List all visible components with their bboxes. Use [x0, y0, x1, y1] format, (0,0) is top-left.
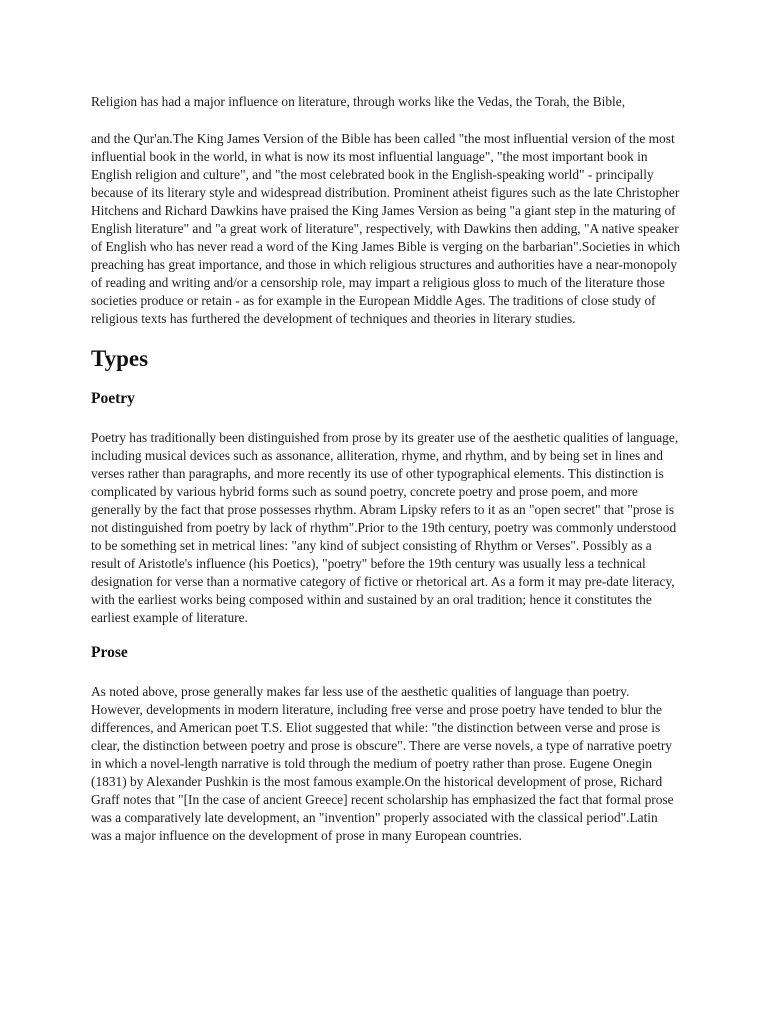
document-page: [91, 93, 681, 862]
subsection-heading-prose: Prose: [91, 644, 128, 661]
intro-paragraph-1: Religion has had a major influence on literature, through works like the Vedas, the Torah, the Bible,: [91, 94, 626, 109]
section-heading-types: Types: [91, 346, 149, 371]
subsection-heading-poetry: Poetry: [91, 390, 135, 407]
prose-paragraph: As noted above, prose generally makes far less use of the aesthetic qualities of language than poetry. However, developments in modern literature, including free verse and prose poetry have tended to blur the differences, and American poet T.S. Eliot suggested that while: "the distinction between verse and prose is clear, the distinction between poetry and prose is obscure". There are verse novels, a type of narrative poetry in which a novel-length narrative is told through the medium of poetry rather than prose. Eugene Onegin (1831) by Alexander Pushkin is the most famous example.On the historical development of prose, Richard Graff notes that "[In the case of ancient Greece] recent scholarship has emphasized the fact that formal prose was a comparatively late development, an "invention" properly associated with the classical period".Latin was a major influence on the development of prose in many European countries.: [91, 684, 674, 843]
poetry-paragraph: Poetry has traditionally been distinguished from prose by its greater use of the aesthetic qualities of language, including musical devices such as assonance, alliteration, rhyme, and rhythm, and by being set in lines and verses rather than paragraphs, and more recently its use of other typographical elements. This distinction is complicated by various hybrid forms such as sound poetry, concrete poetry and prose poem, and more generally by the fact that prose possesses rhythm. Abram Lipsky refers to it as an "open secret" that "prose is not distinguished from poetry by lack of rhythm".Prior to the 19th century, poetry was commonly understood to be something set in metrical lines: "any kind of subject consisting of Rhythm or Verses". Possibly as a result of Aristotle's influence (his Poetics), "poetry" before the 19th century was usually less a technical designation for verse than a normative category of fictive or rhetorical art. As a form it may pre-date literacy, with the earliest works being composed within and sustained by an oral tradition; hence it constitutes the earliest example of literature.: [91, 430, 679, 625]
intro-paragraph-2: and the Qur'an.The King James Version of the Bible has been called "the most influential version of the most influential book in the world, in what is now its most influential language", "the most important book in English religion and culture", and "the most celebrated book in the English-speaking world" - principally because of its literary style and widespread distribution. Prominent atheist figures such as the late Christopher Hitchens and Richard Dawkins have praised the King James Version as being "a giant step in the maturing of English literature" and "a great work of literature", respectively, with Dawkins then adding, "A native speaker of English who has never read a word of the King James Bible is verging on the barbarian".Societies in which preaching has great importance, and those in which religious structures and authorities have a near-monopoly of reading and writing and/or a censorship role, may impart a religious gloss to much of the literature those societies produce or retain - as for example in the European Middle Ages. The traditions of close study of religious texts has furthered the development of techniques and theories in literary studies.: [91, 131, 681, 326]
